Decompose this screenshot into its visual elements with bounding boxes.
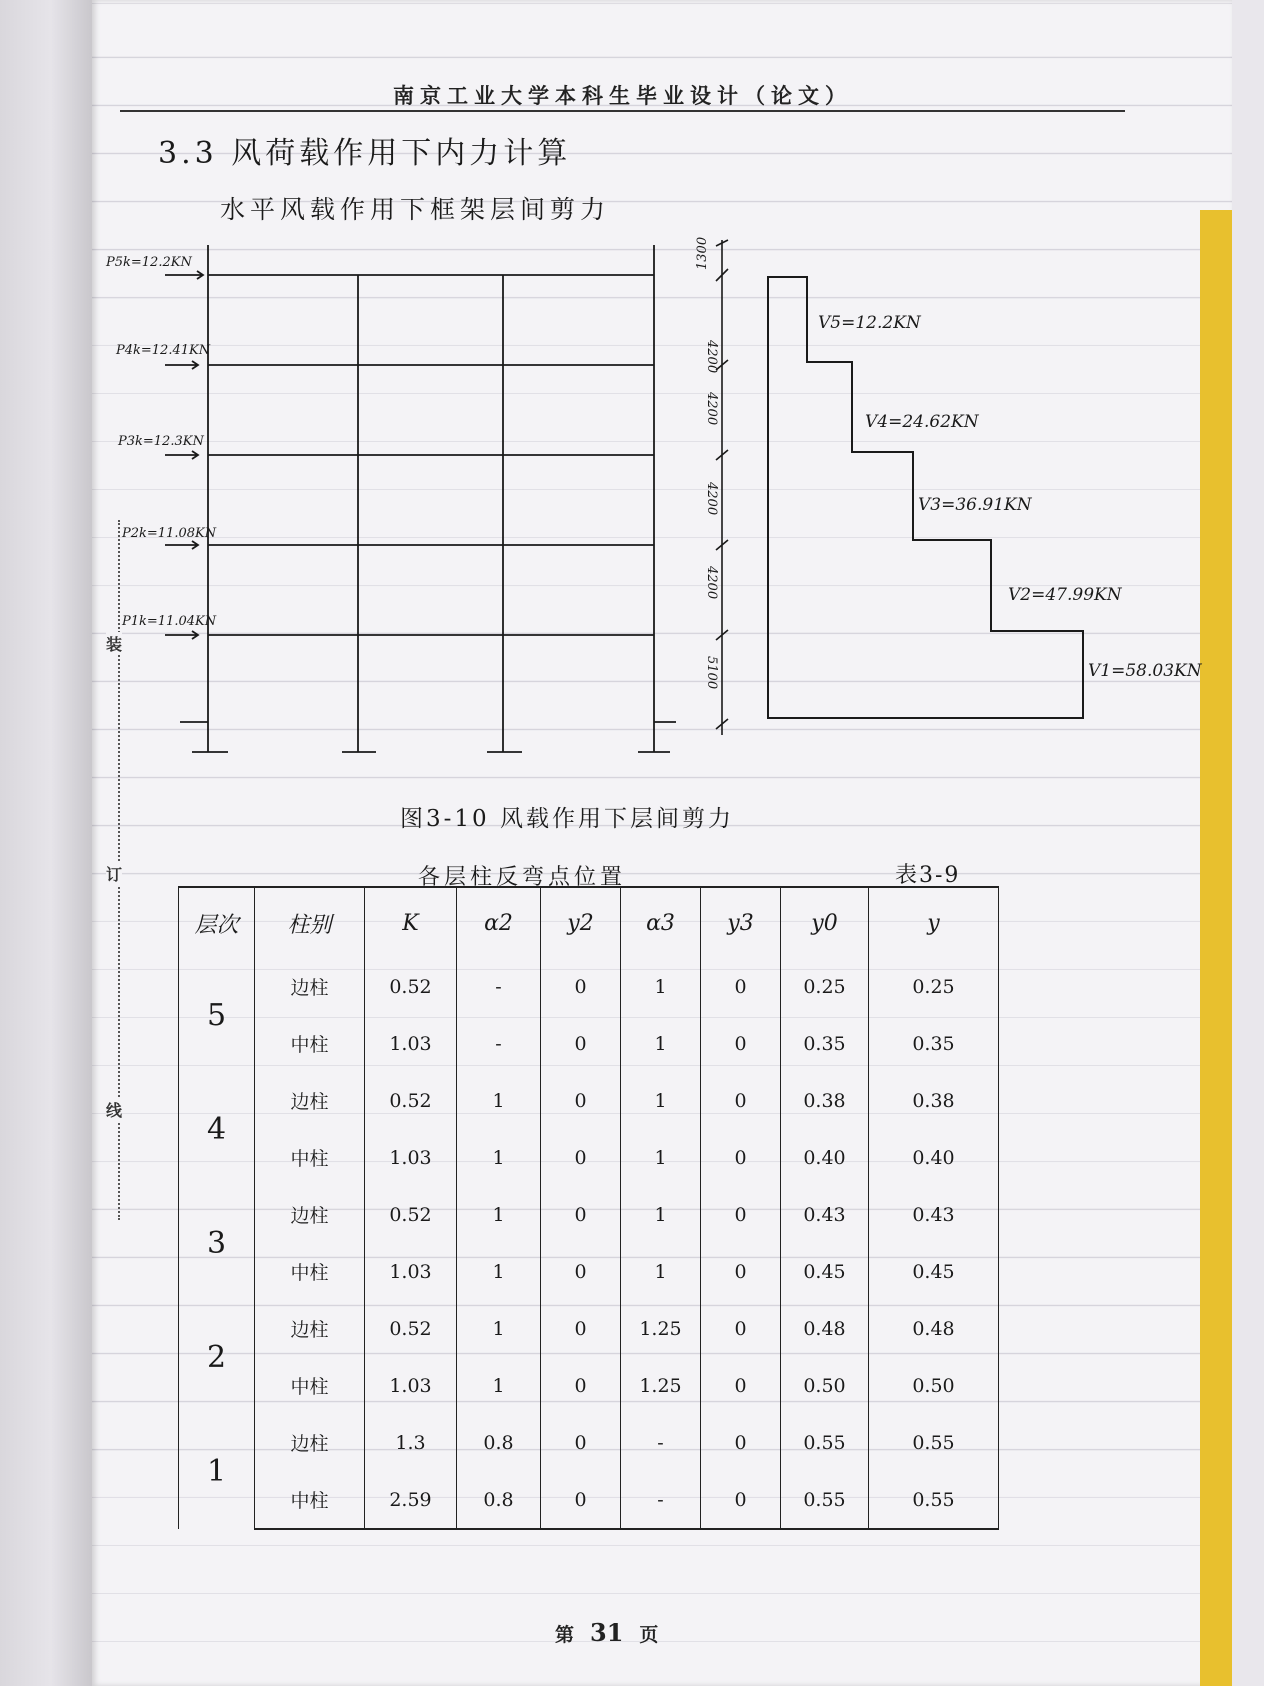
- dim-1300: 1300: [695, 236, 710, 270]
- page-header: 南京工业大学本科生毕业设计（论文）: [393, 83, 852, 108]
- table-cell: 0: [541, 1243, 621, 1300]
- col-header-y0: y0: [781, 887, 869, 958]
- table-cell: 1: [457, 1072, 541, 1129]
- col-header-y2: y2: [541, 887, 621, 958]
- table-cell: 0: [701, 1186, 781, 1243]
- table-cell: 0.8: [457, 1414, 541, 1471]
- table-cell: 1: [457, 1300, 541, 1357]
- table-cell: 0: [701, 1300, 781, 1357]
- table-cell: 0.40: [869, 1129, 999, 1186]
- table-cell: 0.55: [869, 1471, 999, 1529]
- table-row: [179, 1414, 999, 1471]
- table-cell: 中柱: [255, 1129, 365, 1186]
- table-cell: 0.48: [869, 1300, 999, 1357]
- shear-label-v2: V2=47.99KN: [1008, 585, 1122, 605]
- table-row: [179, 1129, 999, 1186]
- table-cell: 中柱: [255, 1243, 365, 1300]
- table-cell: 0.43: [781, 1186, 869, 1243]
- table-cell: 中柱: [255, 1357, 365, 1414]
- table-cell: 0.50: [869, 1357, 999, 1414]
- table-cell: 1.03: [365, 1357, 457, 1414]
- shear-label-v3: V3=36.91KN: [918, 495, 1032, 515]
- table-cell: 0.25: [781, 958, 869, 1015]
- shear-label-v4: V4=24.62KN: [865, 412, 979, 432]
- col-header-k: K: [365, 887, 457, 958]
- col-header-storey: 层次: [179, 887, 255, 958]
- load-label-p2: P2k=11.08KN: [122, 526, 217, 541]
- table-cell: 边柱: [255, 1072, 365, 1129]
- table-cell: 0.8: [457, 1471, 541, 1529]
- table-cell: 0: [541, 1129, 621, 1186]
- table-cell: 0.38: [869, 1072, 999, 1129]
- table-cell: 0: [701, 1072, 781, 1129]
- dim-4200-a: 4200: [704, 340, 719, 374]
- table-cell: 边柱: [255, 1300, 365, 1357]
- table-cell: 0.25: [869, 958, 999, 1015]
- table-row: [179, 1072, 999, 1129]
- table-cell: 1: [457, 1186, 541, 1243]
- table-cell: 中柱: [255, 1471, 365, 1529]
- table-cell: 0.52: [365, 1300, 457, 1357]
- table-cell: 0.48: [781, 1300, 869, 1357]
- footer-prefix: 第: [555, 1624, 575, 1646]
- table-cell: 0.45: [781, 1243, 869, 1300]
- storey-cell: 3: [179, 1186, 255, 1300]
- table-cell: 0: [541, 1471, 621, 1529]
- table-cell: -: [621, 1471, 701, 1529]
- table-row: [179, 1015, 999, 1072]
- table-cell: 0.40: [781, 1129, 869, 1186]
- table-number: 表3-9: [895, 863, 961, 888]
- table-cell: 0.55: [781, 1414, 869, 1471]
- storey-cell: 4: [179, 1072, 255, 1186]
- dim-4200-d: 4200: [704, 566, 719, 600]
- col-header-y3: y3: [701, 887, 781, 958]
- table-row: [179, 1471, 999, 1529]
- table-row: [179, 1243, 999, 1300]
- table-cell: 中柱: [255, 1015, 365, 1072]
- load-label-p5: P5k=12.2KN: [106, 255, 192, 270]
- table-cell: 2.59: [365, 1471, 457, 1529]
- table-cell: 1: [457, 1243, 541, 1300]
- table-cell: 边柱: [255, 1414, 365, 1471]
- binding-char-zhuang: 装: [106, 632, 122, 655]
- table-cell: 0: [541, 1015, 621, 1072]
- table-row: [179, 1300, 999, 1357]
- table-cell: 1: [621, 1186, 701, 1243]
- table-cell: 0.55: [869, 1414, 999, 1471]
- table-cell: 0.50: [781, 1357, 869, 1414]
- col-header-alpha3: α3: [621, 887, 701, 958]
- load-label-p1: P1k=11.04KN: [122, 614, 217, 629]
- table-cell: 0: [541, 1357, 621, 1414]
- table-cell: 1: [621, 1072, 701, 1129]
- table-cell: 0.52: [365, 1072, 457, 1129]
- table-cell: 1: [621, 1243, 701, 1300]
- table-cell: 0: [701, 1129, 781, 1186]
- col-header-column-type: 柱别: [255, 887, 365, 958]
- table-cell: 0: [541, 1186, 621, 1243]
- storey-cell: 1: [179, 1414, 255, 1529]
- table-cell: 1: [457, 1129, 541, 1186]
- table-title: 各层柱反弯点位置: [418, 865, 627, 890]
- inflection-point-table: [178, 886, 999, 1530]
- frame-drawing: [165, 245, 676, 752]
- table-row: [179, 1186, 999, 1243]
- table-row: [179, 958, 999, 1015]
- table-cell: 0: [541, 1300, 621, 1357]
- section-title: 3.3 风荷载作用下内力计算: [158, 136, 572, 171]
- table-cell: 边柱: [255, 958, 365, 1015]
- storey-cell: 2: [179, 1300, 255, 1414]
- load-label-p3: P3k=12.3KN: [118, 434, 204, 449]
- table-cell: 1: [621, 1129, 701, 1186]
- table-header-row: [179, 887, 999, 958]
- footer-suffix: 页: [639, 1624, 659, 1646]
- dim-4200-c: 4200: [704, 482, 719, 516]
- table-cell: 1.3: [365, 1414, 457, 1471]
- table-cell: 0.38: [781, 1072, 869, 1129]
- page-number: 31: [590, 1618, 624, 1647]
- table-cell: 1.03: [365, 1129, 457, 1186]
- table-cell: 1: [621, 958, 701, 1015]
- table-cell: 0: [701, 1357, 781, 1414]
- table-cell: 0: [701, 958, 781, 1015]
- table-cell: 1.03: [365, 1015, 457, 1072]
- dim-5100: 5100: [704, 656, 719, 690]
- table-cell: 0.35: [869, 1015, 999, 1072]
- table-cell: 0: [541, 1414, 621, 1471]
- shear-label-v1: V1=58.03KN: [1088, 661, 1202, 681]
- table-cell: 0: [541, 958, 621, 1015]
- table-cell: 0.43: [869, 1186, 999, 1243]
- binding-char-ding: 订: [106, 862, 122, 885]
- table-cell: -: [457, 1015, 541, 1072]
- table-cell: 0.52: [365, 1186, 457, 1243]
- table-cell: 0: [701, 1015, 781, 1072]
- table-cell: 1.25: [621, 1300, 701, 1357]
- shear-label-v5: V5=12.2KN: [818, 313, 921, 333]
- table-row: [179, 1357, 999, 1414]
- table-cell: 0.52: [365, 958, 457, 1015]
- table-cell: -: [457, 958, 541, 1015]
- table-cell: 1: [457, 1357, 541, 1414]
- table-cell: 1.03: [365, 1243, 457, 1300]
- figure-subtitle: 水平风载作用下框架层间剪力: [220, 195, 611, 224]
- table-cell: 0: [701, 1471, 781, 1529]
- table-cell: 1: [621, 1015, 701, 1072]
- table-cell: 0: [541, 1072, 621, 1129]
- table-cell: 0.35: [781, 1015, 869, 1072]
- table-cell: 边柱: [255, 1186, 365, 1243]
- binding-char-xian: 线: [106, 1098, 122, 1121]
- table-cell: 0.55: [781, 1471, 869, 1529]
- storey-cell: 5: [179, 958, 255, 1072]
- col-header-alpha2: α2: [457, 887, 541, 958]
- table-cell: 0: [701, 1243, 781, 1300]
- dim-4200-b: 4200: [704, 392, 719, 426]
- page-footer: [555, 1618, 658, 1647]
- table-cell: 0.45: [869, 1243, 999, 1300]
- table-cell: -: [621, 1414, 701, 1471]
- table-cell: 0: [701, 1414, 781, 1471]
- figure-caption: 图3-10 风载作用下层间剪力: [400, 806, 734, 832]
- load-label-p4: P4k=12.41KN: [116, 343, 211, 358]
- col-header-y: y: [869, 887, 999, 958]
- table-cell: 1.25: [621, 1357, 701, 1414]
